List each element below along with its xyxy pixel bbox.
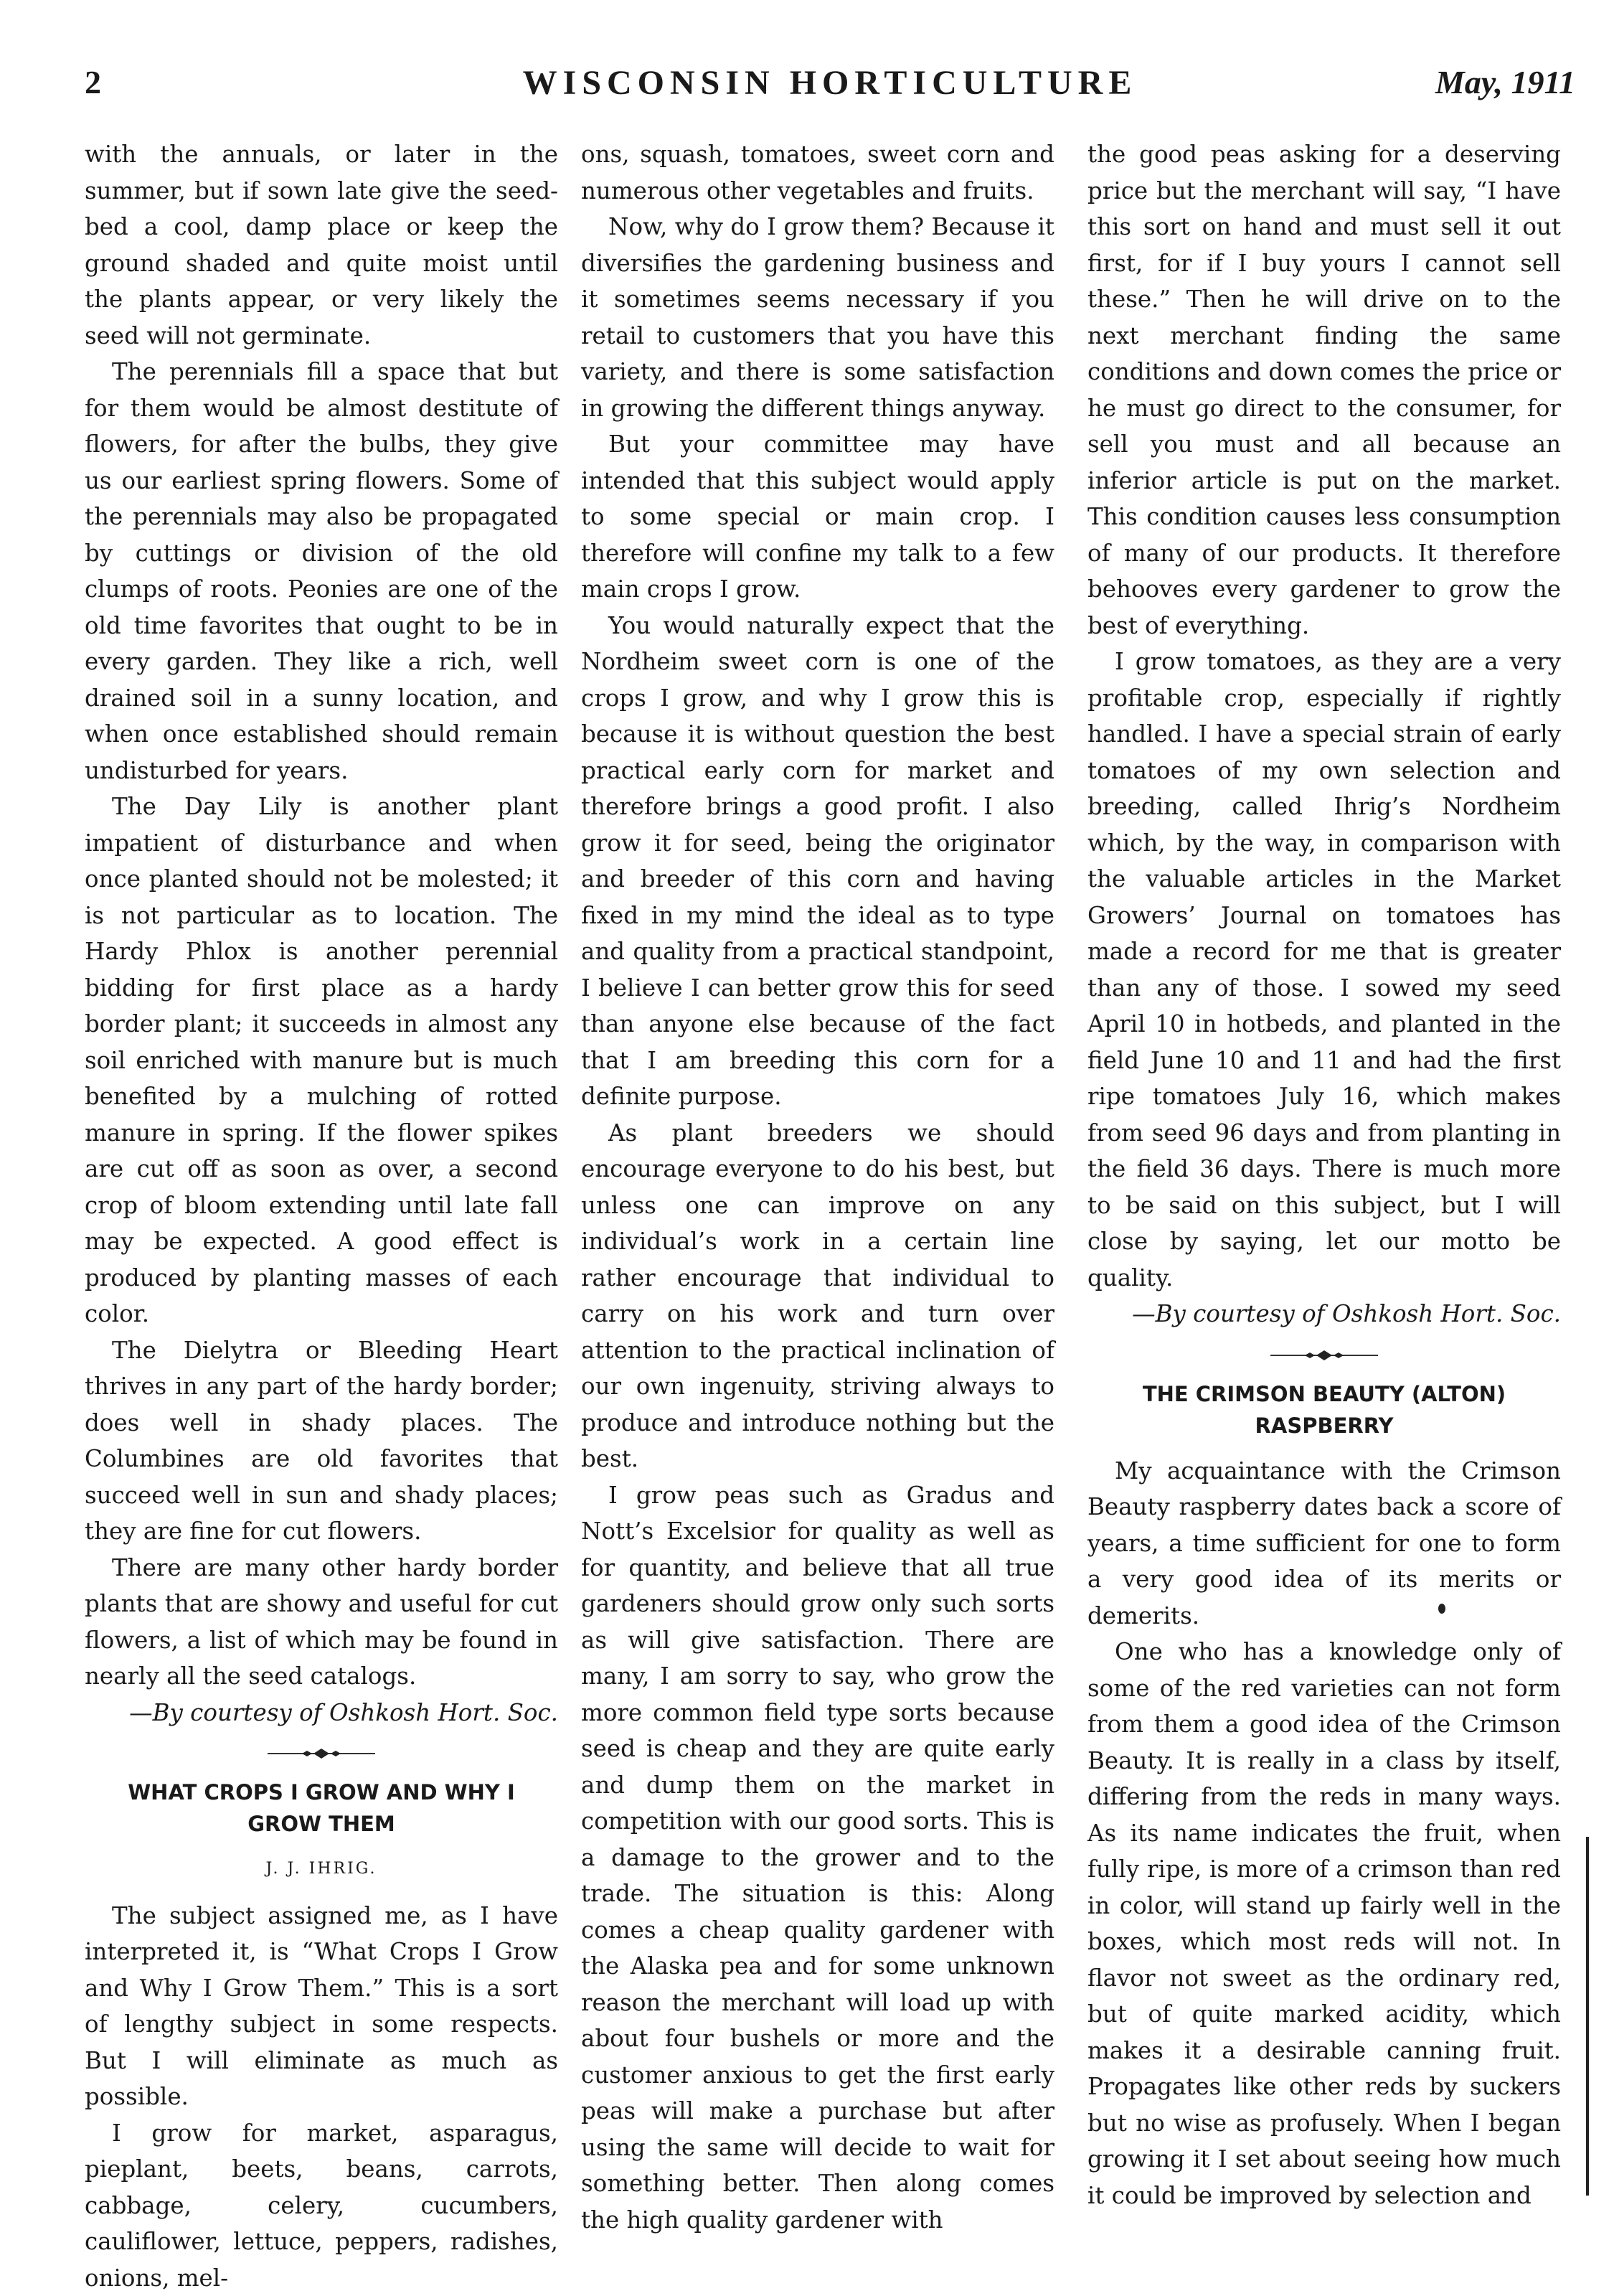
paragraph: My acquaintance with the Crimson Beauty raspberry dates back a score of years, a time sufficient for one to form a very good idea of its merits or demerits. — [1087, 1453, 1561, 1634]
paragraph: As plant breeders we should encourage everyone to do his best, but unless one can improve on any individual’s work in a certain line rather encourage that individual to carry on his work and turn over attention to the practical inclination of our own ingenuity, striving always to produce and introduce nothing but the best. — [581, 1115, 1054, 1477]
paragraph: with the annuals, or later in the summer, but if sown late give the seed-bed a cool, damp place or keep the ground shaded and quite moist until the plants appear, or very likely the seed will not germinate. — [85, 136, 558, 354]
courtesy-line: —By courtesy of Oshkosh Hort. Soc. — [1087, 1296, 1561, 1332]
issue-date: May, 1911 — [1435, 63, 1575, 101]
column-3 — [1087, 136, 1561, 2213]
journal-title: WISCONSIN HORTICULTURE — [85, 63, 1575, 103]
paragraph: One who has a knowledge only of some of the red varieties can not form from them a good idea of the Crimson Beauty. It is really in a class by itself, differing from the reds in many ways. As its name indicates the fruit, when fully ripe, is more of a crimson than red in color, will stand up fairly well in the boxes, which most reds will not. In flavor not sweet as the ordinary red, but of quite marked acidity, which makes it a desirable canning fruit. Propagates like other reds by suckers but no wise as profusely. When I began growing it I set about seeing how much it could be improved by selection and — [1087, 1634, 1561, 2213]
paragraph: There are many other hardy border plants that are showy and useful for cut flowers, a list of which may be found in nearly all the seed catalogs. — [85, 1550, 558, 1695]
ornament-divider — [239, 1746, 404, 1761]
paragraph: Now, why do I grow them? Because it diversifies the gardening business and it sometimes seems necessary if you retail to customers that you have this variety, and there is some satisfaction in growing the different things anyway. — [581, 209, 1054, 426]
paragraph: The perennials fill a space that but for them would be almost destitute of flowers, for after the bulbs, they give us our earliest spring flowers. Some of the perennials may also be propagated by cuttings or division of the old clumps of roots. Peonies are one of the old time favorites that ought to be in every garden. They like a rich, well drained soil in a sunny location, and when once established should remain undisturbed for years. — [85, 354, 558, 789]
paragraph: You would naturally expect that the Nordheim sweet corn is one of the crops I grow, and why I grow this is because it is without question the best practical early corn for market and therefore brings a good profit. I also grow it for seed, being the originator and breeder of this corn and having fixed in my mind the ideal as to type and quality from a practical standpoint, I believe I can better grow this for seed than anyone else because of the fact that I am breeding this corn for a definite purpose. — [581, 608, 1054, 1115]
paragraph: I grow tomatoes, as they are a very profitable crop, especially if rightly handled. I have a special strain of early tomatoes of my own selection and breeding, called Ihrig’s Nordheim which, by the way, in comparison with the valuable articles in the Market Growers’ Journal on tomatoes has made a record for me that is greater than any of those. I sowed my seed April 10 in hotbeds, and planted in the field June 10 and 11 and had the first ripe tomatoes July 16, which makes from seed 96 days and from planting in the field 36 days. There is much more to be said on this subject, but I will close by saying, let our motto be quality. — [1087, 644, 1561, 1296]
paragraph: I grow peas such as Gradus and Nott’s Excelsior for quality as well as for quantity, and believe that all true gardeners should grow only such sorts as will give satisfaction. There are many, I am sorry to say, who grow the more common field type sorts because seed is cheap and they are quite early and dump them on the market in competition with our good sorts. This is a damage to the grower and to the trade. The situation is this: Along comes a cheap quality gardener with the Alaska pea and for some unknown reason the merchant will load up with about four bushels or more and the customer anxious to get the first early peas will make a purchase but after using the same will decide to wait for something better. Then along comes the high quality gardener with — [581, 1477, 1054, 2239]
courtesy-line: —By courtesy of Oshkosh Hort. Soc. — [85, 1695, 558, 1731]
page-edge-mark — [1586, 1837, 1589, 2196]
page-number: 2 — [85, 63, 101, 101]
page-header — [85, 63, 1575, 106]
paragraph: the good peas asking for a deserving price but the merchant will say, “I have this sort on hand and must sell it out first, for if I buy yours I cannot sell these.” Then he will drive on to the next merchant finding the same conditions and down comes the price or he must go direct to the consumer, for sell you must and all because an inferior article is put on the market. This condition causes less consumption of many of our products. It therefore behooves every gardener to grow the best of everything. — [1087, 136, 1561, 644]
paragraph: The Dielytra or Bleeding Heart thrives in any part of the hardy border; does well in shady places. The Columbines are old favorites that succeed well in sun and shady places; they are fine for cut flowers. — [85, 1332, 558, 1550]
paragraph: The subject assigned me, as I have interpreted it, is “What Crops I Grow and Why I Grow Them.” This is a sort of lengthy subject in some respects. But I will eliminate as much as possible. — [85, 1898, 558, 2115]
column-2 — [581, 136, 1054, 2238]
paragraph: The Day Lily is another plant impatient of disturbance and when once planted should not be molested; it is not particular as to location. The Hardy Phlox is another perennial bidding for first place as a hardy border plant; it succeeds in almost any soil enriched with manure but is much benefited by a mulching of rotted manure in spring. If the flower spikes are cut off as soon as over, a second crop of bloom extending until late fall may be expected. A good effect is produced by planting masses of each color. — [85, 789, 558, 1332]
paragraph: ons, squash, tomatoes, sweet corn and numerous other vegetables and fruits. — [581, 136, 1054, 209]
article-heading: WHAT CROPS I GROW AND WHY I GROW THEM — [92, 1777, 551, 1840]
article-author: J. J. IHRIG. — [85, 1851, 558, 1888]
paragraph: I grow for market, asparagus, pieplant, beets, beans, carrots, cabbage, celery, cucumbers, cauliflower, lettuce, peppers, radishes, onions, mel- — [85, 2115, 558, 2296]
article-heading: THE CRIMSON BEAUTY (ALTON) RASPBERRY — [1095, 1378, 1554, 1441]
column-1 — [85, 136, 558, 2296]
ornament-divider — [1242, 1348, 1407, 1363]
paragraph: But your committee may have intended that this subject would apply to some special or main crop. I therefore will confine my talk to a few main crops I grow. — [581, 426, 1054, 608]
ink-smudge — [1438, 1604, 1445, 1614]
